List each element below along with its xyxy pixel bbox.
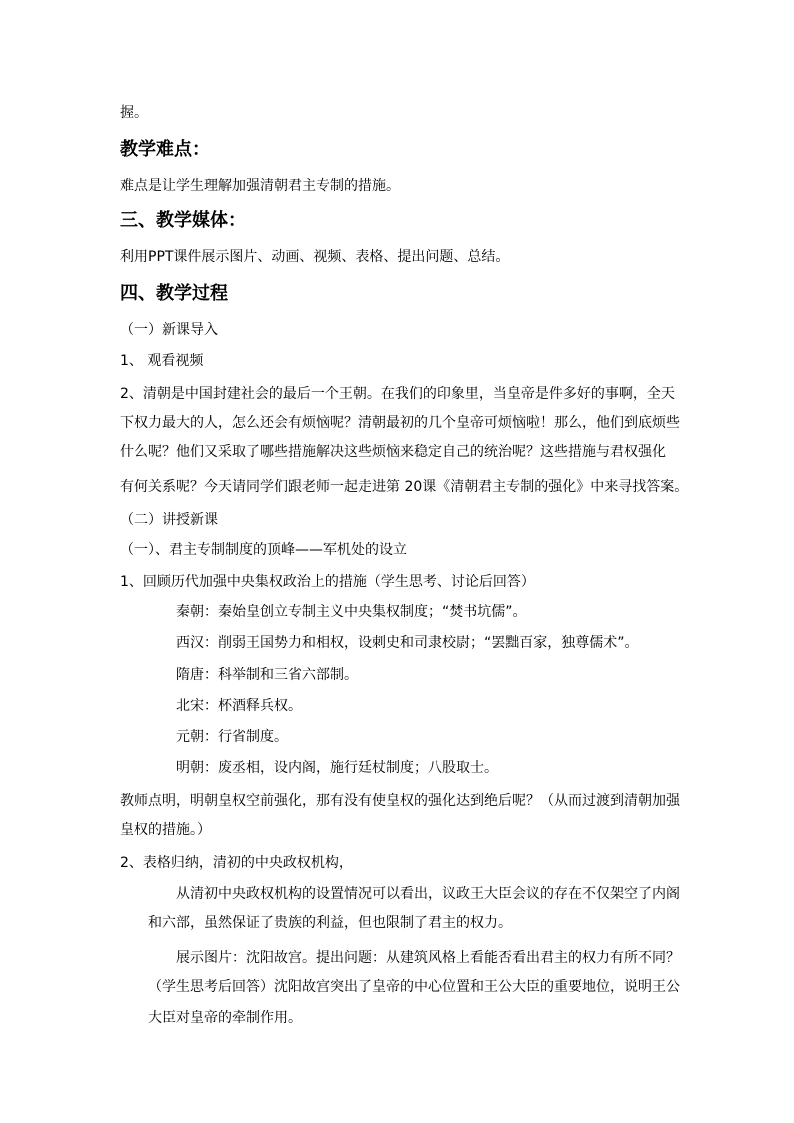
- top-fragment-text: 握。: [120, 105, 148, 121]
- media-body: 利用PPT课件展示图片、动画、视频、表格、提出问题、总结。: [120, 249, 510, 265]
- review-heading: 1、回顾历代加强中央集权政治上的措施（学生思考、讨论后回答）: [120, 574, 535, 590]
- intro-paragraph-line: 2、清朝是中国封建社会的最后一个王朝。在我们的印象里，当皇帝是件多好的事啊，全天: [120, 386, 675, 402]
- table-heading: 2、表格归纳，清初的中央政权机构，: [120, 855, 353, 871]
- analysis-line: 和六部，虽然保证了贵族的利益，但也限制了君主的权力。: [148, 915, 512, 931]
- image-discussion-line: （学生思考后回答）沈阳故宫突出了皇帝的中心位置和王公大臣的重要地位，说明王公: [148, 979, 680, 995]
- intro-paragraph-line: 下权力最大的人，怎么还会有烦恼呢？清朝最初的几个皇帝可烦恼啦！那么，他们到底烦些: [120, 415, 680, 431]
- teacher-note-line: 皇权的措施。）: [120, 822, 211, 838]
- image-discussion-line: 大臣对皇帝的牵制作用。: [148, 1010, 302, 1026]
- dynasty-item: 元朝：行省制度。: [176, 729, 288, 745]
- teacher-note-line: 教师点明，明朝皇权空前强化，那有没有使皇权的强化达到绝后呢？（从而过渡到清朝加强: [120, 793, 680, 809]
- dynasty-item: 秦朝：秦始皇创立专制主义中央集权制度；“焚书坑儒”。: [176, 604, 527, 620]
- media-heading: 三、教学媒体：: [120, 210, 246, 231]
- new-lesson-heading: （二）讲授新课: [120, 512, 218, 528]
- dynasty-item: 北宋：杯酒释兵权。: [176, 698, 302, 714]
- dynasty-item: 西汉：削弱王国势力和相权，设刺史和司隶校尉；“罢黜百家，独尊儒术”。: [176, 635, 639, 651]
- process-heading: 四、教学过程: [120, 283, 228, 304]
- dynasty-item: 明朝：废丞相，设内阁，施行廷杖制度；八股取士。: [176, 760, 498, 776]
- intro-heading: （一）新课导入: [120, 322, 218, 338]
- intro-paragraph-line: 有何关系呢？今天请同学们跟老师一起走进第 20课《清朝君主专制的强化》中来寻找答案。: [120, 479, 689, 495]
- dynasty-item: 隋唐：科举制和三省六部制。: [176, 667, 358, 683]
- subsection-title: （一）、君主专制制度的顶峰——军机处的设立: [120, 542, 407, 558]
- difficulty-heading: 教学难点：: [120, 139, 210, 160]
- difficulty-body: 难点是让学生理解加强清朝君主专制的措施。: [120, 178, 400, 194]
- image-discussion-line: 展示图片：沈阳故宫。提出问题：从建筑风格上看能否看出君主的权力有所不同？: [176, 950, 680, 966]
- intro-paragraph-line: 什么呢？他们又采取了哪些措施解决这些烦恼来稳定自己的统治呢？这些措施与君权强化: [120, 444, 666, 460]
- item-watch-video: 1、 观看视频: [120, 353, 204, 369]
- analysis-line: 从清初中央政权机构的设置情况可以看出，议政王大臣会议的存在不仅架空了内阁: [176, 886, 680, 902]
